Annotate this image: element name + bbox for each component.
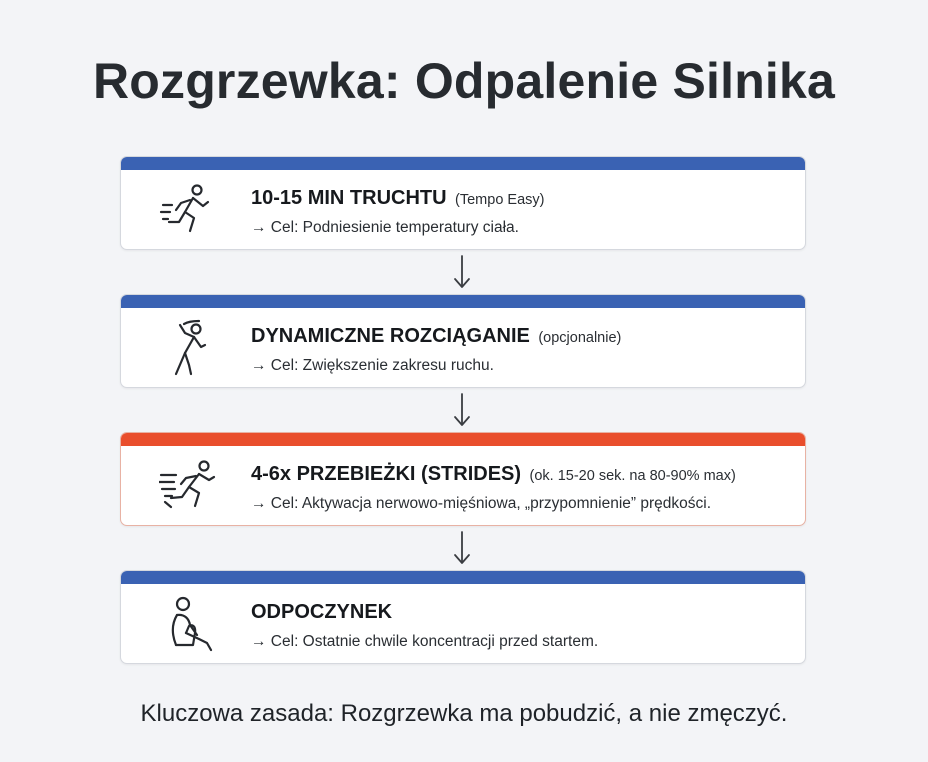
page-title: Rozgrzewka: Odpalenie Silnika xyxy=(92,53,836,109)
step-card-jog xyxy=(120,156,806,250)
down-arrow-icon xyxy=(452,392,472,428)
key-principle: Kluczowa zasada: Rozgrzewka ma pobudzić, a nie zmęczyć. xyxy=(140,700,788,727)
step-card-stretching xyxy=(120,294,806,388)
step-accent-bar xyxy=(121,433,805,446)
step-goal: → Cel: Podniesienie temperatury ciała. xyxy=(251,219,519,236)
step-goal: → Cel: Aktywacja nerwowo-mięśniowa, „przypomnienie” prędkości. xyxy=(251,495,712,512)
step-title: 4-6x PRZEBIEŻKI (STRIDES) xyxy=(251,463,522,485)
step-note: (opcjonalnie) xyxy=(538,330,622,346)
step-heading xyxy=(251,601,392,624)
step-heading xyxy=(251,463,736,486)
step-goal: → Cel: Ostatnie chwile koncentracji przed startem. xyxy=(251,633,599,650)
step-accent-bar xyxy=(121,295,805,308)
step-goal: → Cel: Zwiększenie zakresu ruchu. xyxy=(251,357,494,374)
step-heading xyxy=(251,187,544,210)
down-arrow-icon xyxy=(452,254,472,290)
sprinting-person-icon xyxy=(159,457,219,517)
down-arrow-icon xyxy=(452,530,472,566)
step-title: DYNAMICZNE ROZCIĄGANIE xyxy=(251,325,530,347)
step-card-rest xyxy=(120,570,806,664)
step-note: (ok. 15-20 sek. na 80-90% max) xyxy=(529,468,736,484)
step-title: 10-15 MIN TRUCHTU xyxy=(251,187,447,209)
step-heading xyxy=(251,325,621,348)
step-accent-bar xyxy=(121,571,805,584)
step-note: (Tempo Easy) xyxy=(455,192,545,208)
step-title: ODPOCZYNEK xyxy=(251,601,393,623)
resting-person-icon xyxy=(159,595,219,655)
stretching-person-icon xyxy=(159,319,219,379)
step-accent-bar xyxy=(121,157,805,170)
step-card-strides xyxy=(120,432,806,526)
running-person-icon xyxy=(159,181,219,241)
